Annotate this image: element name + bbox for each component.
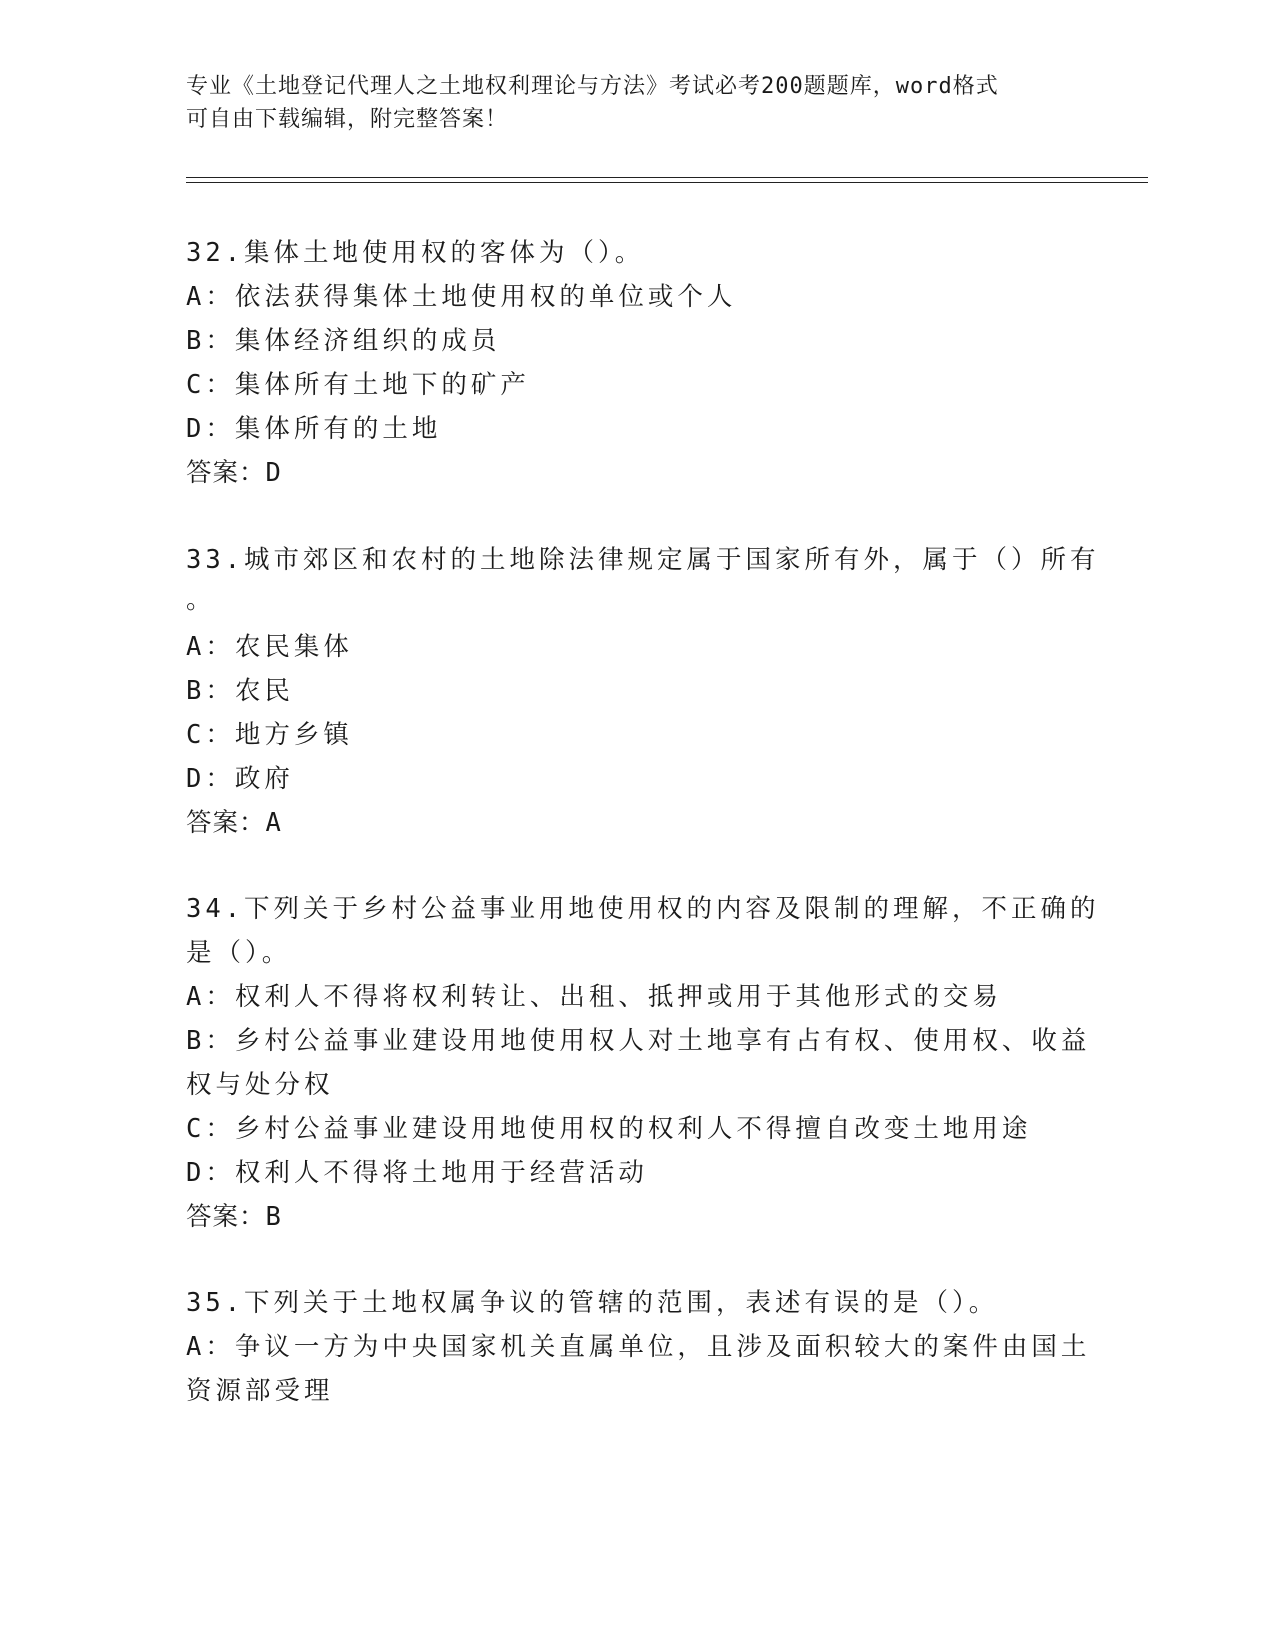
option-c: C：集体所有土地下的矿产 [186, 370, 530, 400]
question-stem: 35.下列关于土地权属争议的管辖的范围，表述有误的是（）。 [186, 1288, 999, 1318]
question-stem: 33.城市郊区和农村的土地除法律规定属于国家所有外，属于（）所有 [186, 545, 1100, 575]
option-d: D：权利人不得将土地用于经营活动 [186, 1158, 648, 1188]
question-stem: 32.集体土地使用权的客体为（）。 [186, 238, 645, 268]
document-header [186, 70, 1086, 136]
option-d: D：集体所有的土地 [186, 414, 442, 444]
option-a: A：农民集体 [186, 632, 353, 662]
question-stem-cont: 是（）。 [186, 938, 292, 968]
option-c: C：乡村公益事业建设用地使用权的权利人不得擅自改变土地用途 [186, 1114, 1032, 1144]
answer-label: 答案：B [186, 1202, 282, 1232]
question-stem: 34.下列关于乡村公益事业用地使用权的内容及限制的理解，不正确的 [186, 894, 1100, 924]
header-line-1: 专业《土地登记代理人之土地权利理论与方法》考试必考200题题库，word格式 [186, 74, 999, 99]
option-a: A：争议一方为中央国家机关直属单位，且涉及面积较大的案件由国土 [186, 1332, 1091, 1362]
option-b: B：集体经济组织的成员 [186, 326, 501, 356]
option-c: C：地方乡镇 [186, 720, 353, 750]
header-line-2: 可自由下载编辑，附完整答案！ [186, 107, 509, 132]
header-divider-bottom [186, 182, 1148, 183]
option-b: B：乡村公益事业建设用地使用权人对土地享有占有权、使用权、收益 [186, 1026, 1091, 1056]
option-a-cont: 资源部受理 [186, 1376, 334, 1406]
answer-label: 答案：A [186, 808, 282, 838]
option-b-cont: 权与处分权 [186, 1070, 334, 1100]
option-a: A：权利人不得将权利转让、出租、抵押或用于其他形式的交易 [186, 982, 1002, 1012]
option-d: D：政府 [186, 764, 294, 794]
question-stem-cont: 。 [186, 585, 216, 615]
answer-label: 答案：D [186, 458, 282, 488]
option-a: A：依法获得集体土地使用权的单位或个人 [186, 282, 737, 312]
option-b: B：农民 [186, 676, 294, 706]
header-divider-top [186, 177, 1148, 178]
